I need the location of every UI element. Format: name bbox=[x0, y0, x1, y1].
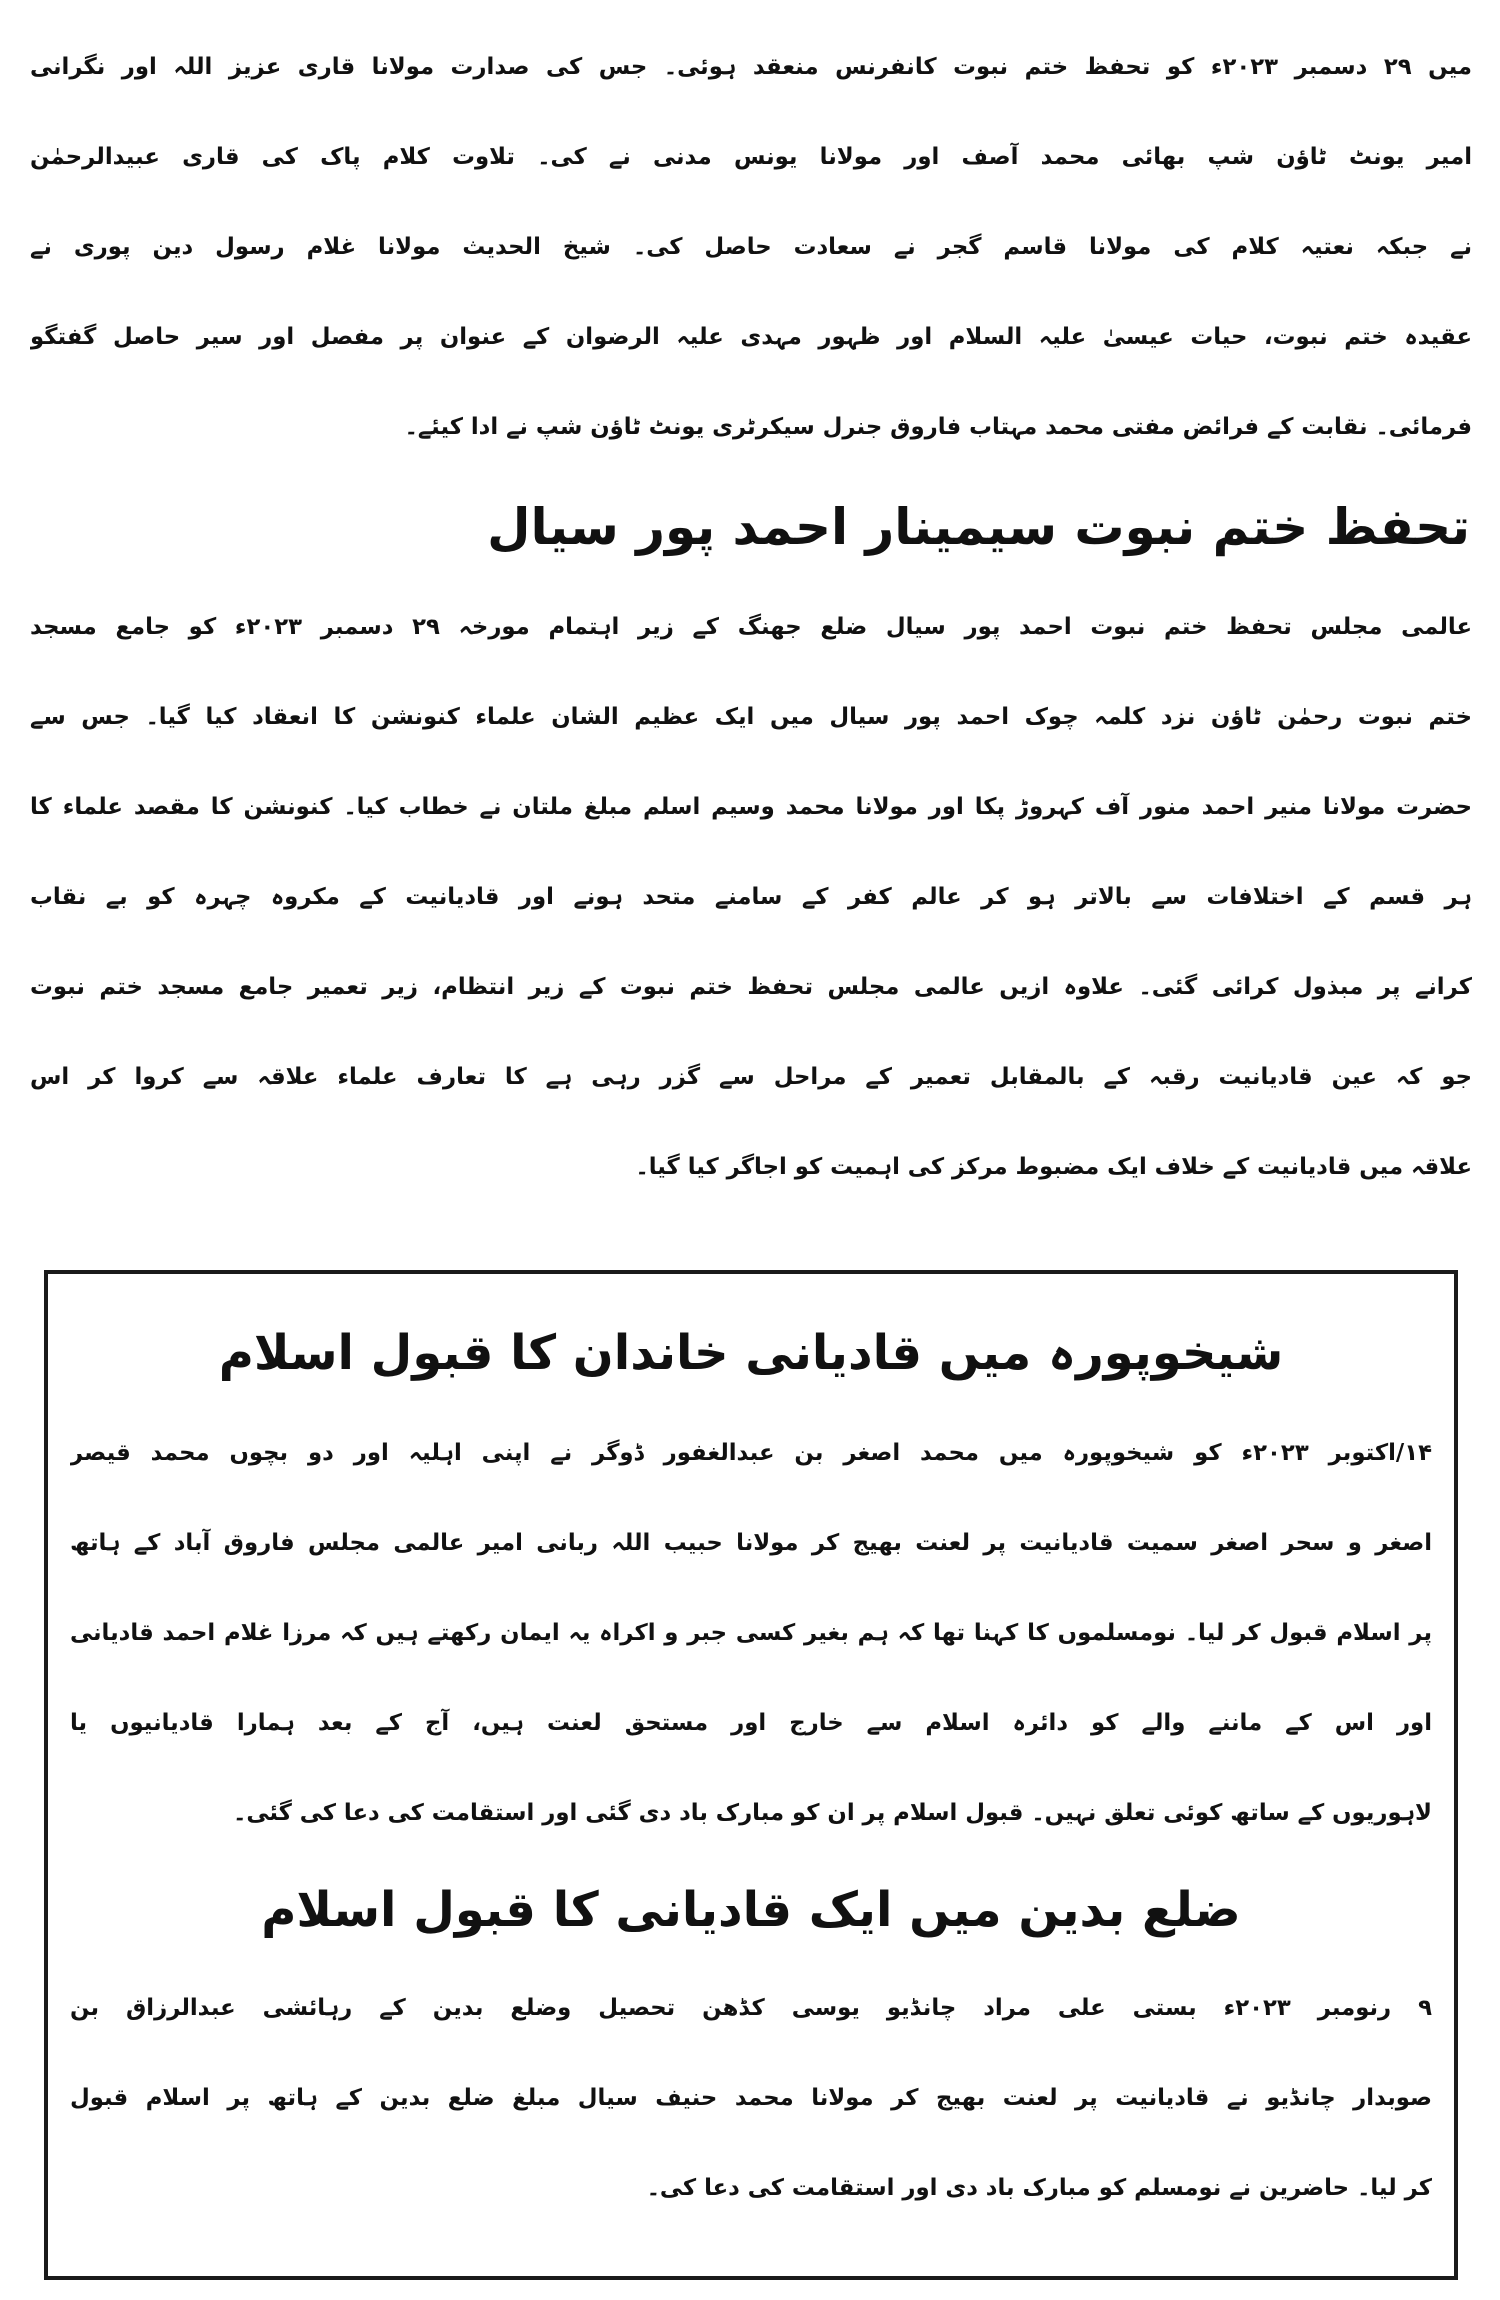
seminar-report bbox=[30, 582, 1472, 1212]
paragraph-line: اصغر و سحر اصغر سمیت قادیانیت پر لعنت بھیج کر مولانا حبیب اللہ ربانی امیر عالمی مجلس فاروق آباد کے ہاتھ bbox=[70, 1530, 1432, 1556]
paragraph-line: علاقہ میں قادیانیت کے خلاف ایک مضبوط مرکز کی اہمیت کو اجاگر کیا گیا۔ bbox=[635, 1154, 1472, 1180]
paragraph-line: جو کہ عین قادیانیت رقبہ کے بالمقابل تعمیر کے مراحل سے گزر رہی ہے کا تعارف علماء علاقہ سے کروا کر اس bbox=[30, 1064, 1472, 1090]
badin-report bbox=[70, 1963, 1432, 2233]
paragraph-line: اور اس کے ماننے والے کو دائرہ اسلام سے خارج اور مستحق لعنت ہیں، آج کے بعد ہمارا قادیانیوں یا bbox=[70, 1710, 1432, 1736]
paragraph-line: حضرت مولانا منیر احمد منور آف کہروڑ پکا اور مولانا محمد وسیم اسلم مبلغ ملتان نے خطاب کیا۔ کنونشن کا مقصد علماء کا bbox=[30, 794, 1472, 820]
section-heading: تحفظ ختم نبوت سیمینار احمد پور سیال bbox=[487, 498, 1470, 556]
news-box bbox=[44, 1270, 1458, 2280]
paragraph-line: صوبدار چانڈیو نے قادیانیت پر لعنت بھیج کر مولانا محمد حنیف سیال مبلغ ضلع بدین کے ہاتھ پر اسلام قبول bbox=[70, 2085, 1432, 2111]
box-subheading: ضلع بدین میں ایک قادیانی کا قبول اسلام bbox=[261, 1882, 1241, 1938]
paragraph-line: میں ۲۹ دسمبر ۲۰۲۳ء کو تحفظ ختم نبوت کانفرنس منعقد ہوئی۔ جس کی صدارت مولانا قاری عزیز اللہ اور نگرانی bbox=[30, 54, 1472, 80]
paragraph-line: امیر یونٹ ٹاؤن شپ بھائی محمد آصف اور مولانا یونس مدنی نے کی۔ تلاوت کلام پاک کی قاری عبیدالرحمٰن bbox=[30, 144, 1472, 170]
paragraph-line: کرانے پر مبذول کرائی گئی۔ علاوہ ازیں عالمی مجلس تحفظ ختم نبوت کے زیر انتظام، زیر تعمیر جامع مسجد ختم نبوت bbox=[30, 974, 1472, 1000]
paragraph-line: پر اسلام قبول کر لیا۔ نومسلموں کا کہنا تھا کہ ہم بغیر کسی جبر و اکراہ یہ ایمان رکھتے ہیں کہ مرزا غلام احمد قادیانی bbox=[70, 1620, 1432, 1646]
conference-report bbox=[30, 22, 1472, 472]
paragraph-line: ۱۴/اکتوبر ۲۰۲۳ء کو شیخوپورہ میں محمد اصغر بن عبدالغفور ڈوگر نے اپنی اہلیہ اور دو بچوں محمد قیصر bbox=[70, 1440, 1432, 1466]
paragraph-line: عقیدہ ختم نبوت، حیات عیسیٰ علیہ السلام اور ظہور مہدی علیہ الرضوان کے عنوان پر مفصل اور سیر حاصل گفتگو bbox=[30, 324, 1472, 350]
paragraph-line: ختم نبوت رحمٰن ٹاؤن نزد کلمہ چوک احمد پور سیال میں ایک عظیم الشان علماء کنونشن کا انعقاد کیا گیا۔ جس سے bbox=[30, 704, 1472, 730]
paragraph-line: ۹ رنومبر ۲۰۲۳ء بستی علی مراد چانڈیو یوسی کڈھن تحصیل وضلع بدین کے رہائشی عبدالرزاق بن bbox=[70, 1995, 1432, 2021]
paragraph-line: لاہوریوں کے ساتھ کوئی تعلق نہیں۔ قبول اسلام پر ان کو مبارک باد دی گئی اور استقامت کی دعا کی گئی۔ bbox=[232, 1800, 1432, 1826]
paragraph-line: عالمی مجلس تحفظ ختم نبوت احمد پور سیال ضلع جھنگ کے زیر اہتمام مورخہ ۲۹ دسمبر ۲۰۲۳ء کو جامع مسجد bbox=[30, 614, 1472, 640]
box-heading: شیخوپورہ میں قادیانی خاندان کا قبول اسلام bbox=[218, 1325, 1284, 1381]
paragraph-line: فرمائی۔ نقابت کے فرائض مفتی محمد مہتاب فاروق جنرل سیکرٹری یونٹ ٹاؤن شپ نے ادا کیئے۔ bbox=[404, 414, 1472, 440]
paragraph-line: ہر قسم کے اختلافات سے بالاتر ہو کر عالم کفر کے سامنے متحد ہونے اور قادیانیت کے مکروہ چہرہ کو بے نقاب bbox=[30, 884, 1472, 910]
sheikhupura-report bbox=[70, 1408, 1432, 1858]
paragraph-line: نے جبکہ نعتیہ کلام کی مولانا قاسم گجر نے سعادت حاصل کی۔ شیخ الحدیث مولانا غلام رسول دین پوری نے bbox=[30, 234, 1472, 260]
paragraph-line: کر لیا۔ حاضرین نے نومسلم کو مبارک باد دی اور استقامت کی دعا کی۔ bbox=[646, 2175, 1432, 2201]
